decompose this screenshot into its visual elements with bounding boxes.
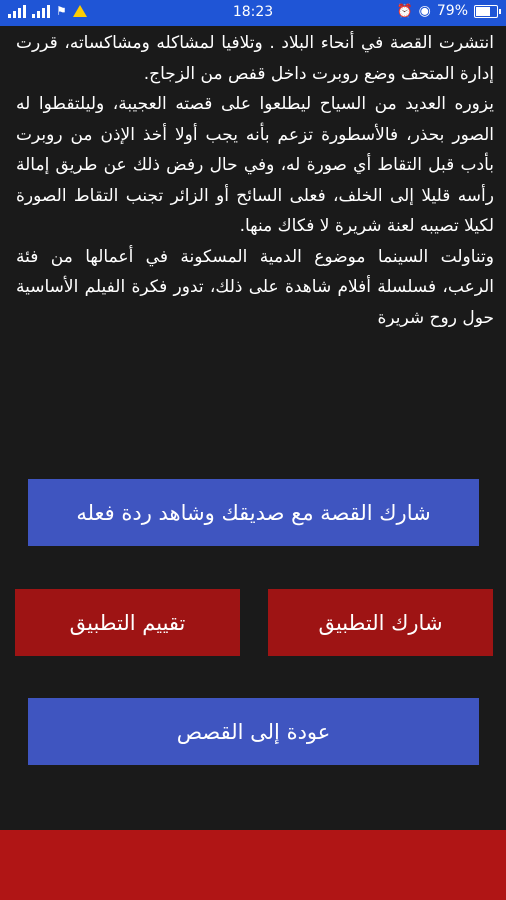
flag-icon: ⚑: [56, 4, 67, 18]
battery-icon: [474, 5, 498, 18]
battery-fill: [476, 7, 490, 16]
battery-percent: 79%: [436, 3, 468, 19]
story-paragraph: يزوره العديد من السياح ليطلعوا على قصته العجيبة، وليلتقطوا له الصور بحذر، فالأسطورة تزعم بأنه يجب أولا أخذ الإذن من روبرت بأدب قبل التقاط أي صورة له، وفي حال رفض ذلك عن طريق إمالة رأسه قليلا إلى الخلف، فعلى السائح أو الزائر تجنب التقاط الصورة لكيلا تصيبه لعنة شريرة لا فكاك منها.: [16, 94, 494, 236]
rate-app-button[interactable]: تقييم التطبيق: [15, 589, 240, 656]
status-bar: [0, 0, 506, 26]
eye-icon: ◉: [418, 3, 431, 19]
alarm-icon: ⏰: [396, 3, 413, 19]
status-time: 18:23: [232, 4, 274, 20]
ad-banner[interactable]: [0, 830, 506, 900]
back-to-stories-button[interactable]: عودة إلى القصص: [28, 698, 479, 765]
share-story-button[interactable]: شارك القصة مع صديقك وشاهد ردة فعله: [28, 479, 479, 546]
story-text: [16, 28, 494, 333]
status-icons-right: [396, 3, 498, 19]
story-paragraph: انتشرت القصة في أنحاء البلاد . وتلافيا لمشاكله ومشاكساته، قررت إدارة المتحف وضع روبرت داخل قفص من الزجاج.: [16, 33, 494, 84]
share-app-button[interactable]: شارك التطبيق: [268, 589, 493, 656]
story-paragraph: وتناولت السينما موضوع الدمية المسكونة في أعمالها من فئة الرعب، فسلسلة أفلام شاهدة على ذلك، تدور فكرة الفيلم الأساسية حول روح شريرة: [16, 246, 494, 328]
